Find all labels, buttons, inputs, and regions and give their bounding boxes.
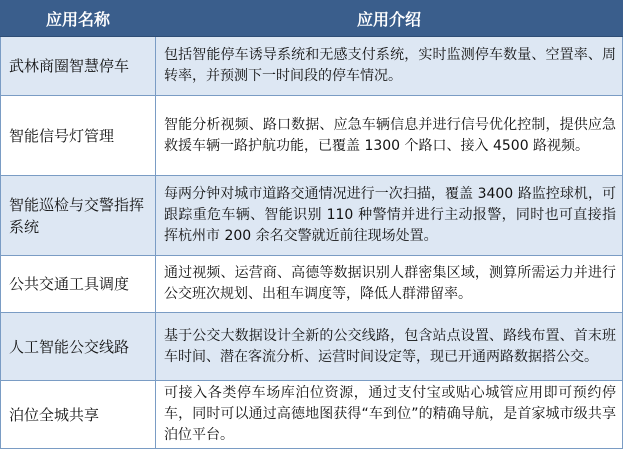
app-intro-cell: 可接入各类停车场库泊位资源，通过支付宝或贴心城管应用即可预约停车，同时可以通过高德地图获得“车到位”的精确导航，是首家城市级共享泊位平台。: [156, 381, 623, 449]
table-row: [1, 37, 623, 96]
table-row: [1, 256, 623, 313]
table-row: [1, 176, 623, 256]
app-intro-cell: 每两分钟对城市道路交通情况进行一次扫描，覆盖 3400 路监控球机，可跟踪重危车辆、智能识别 110 种警情并进行主动报警，同时也可直接指挥杭州市 200 余名交警就近前往现场处置。: [156, 176, 623, 256]
app-intro-cell: 基于公交大数据设计全新的公交线路，包含站点设置、路线布置、首末班车时间、潜在客流分析、运营时间设定等，现已开通两路数据搭公交。: [156, 313, 623, 381]
app-intro-cell: 智能分析视频、路口数据、应急车辆信息并进行信号优化控制，提供应急救援车辆一路护航功能，已覆盖 1300 个路口、接入 4500 路视频。: [156, 96, 623, 176]
app-intro-cell: 通过视频、运营商、高德等数据识别人群密集区域，测算所需运力并进行公交班次规划、出租车调度等，降低人群滞留率。: [156, 256, 623, 313]
header-app-name: 应用名称: [1, 1, 156, 37]
table-row: [1, 96, 623, 176]
app-name-cell: 武林商圈智慧停车: [1, 37, 156, 96]
table-header-row: [1, 1, 623, 37]
app-name-cell: 泊位全城共享: [1, 381, 156, 449]
app-intro-cell: 包括智能停车诱导系统和无感支付系统，实时监测停车数量、空置率、周转率，并预测下一时间段的停车情况。: [156, 37, 623, 96]
table-row: [1, 381, 623, 449]
app-name-cell: 公共交通工具调度: [1, 256, 156, 313]
app-name-cell: 人工智能公交线路: [1, 313, 156, 381]
table-row: [1, 313, 623, 381]
app-name-cell: 智能巡检与交警指挥系统: [1, 176, 156, 256]
header-app-intro: 应用介绍: [156, 1, 623, 37]
app-name-cell: 智能信号灯管理: [1, 96, 156, 176]
